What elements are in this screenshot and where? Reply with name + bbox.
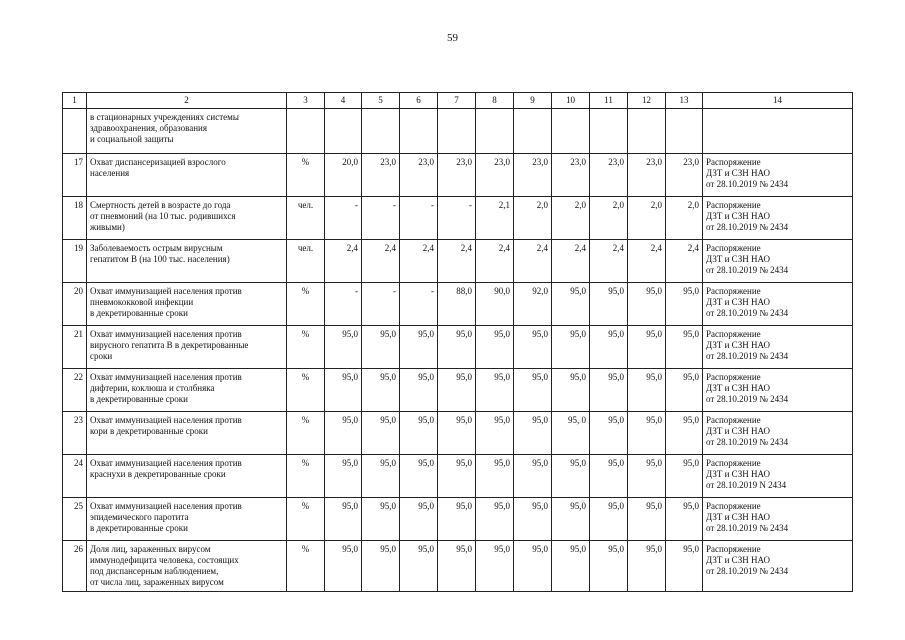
value-cell: - xyxy=(400,197,438,240)
unit-cell xyxy=(287,109,325,154)
value-cell: 95,0 xyxy=(476,498,514,541)
column-header: 4 xyxy=(325,93,362,109)
value-cell xyxy=(400,109,438,154)
value-cell: 95,0 xyxy=(362,498,400,541)
value-cell xyxy=(325,109,362,154)
table-row xyxy=(63,455,853,498)
indicator-name: Охват иммунизацией населения против дифтерии, коклюша и столбняка в декретированные сроки xyxy=(87,369,287,412)
table-body xyxy=(63,93,853,592)
value-cell xyxy=(590,109,628,154)
row-number-cell: 19 xyxy=(63,240,87,283)
indicator-name: в стационарных учреждениях системы здравоохранения, образования и социальной защиты xyxy=(87,109,287,154)
value-cell: 2,4 xyxy=(400,240,438,283)
row-number-cell: 21 xyxy=(63,326,87,369)
value-cell: 2,4 xyxy=(325,240,362,283)
unit-cell: % xyxy=(287,541,325,592)
value-cell: - xyxy=(400,283,438,326)
column-header: 1 xyxy=(63,93,87,109)
source-cell: Распоряжение ДЗТ и СЗН НАО от 28.10.2019 № 2434 xyxy=(703,283,853,326)
value-cell: 95,0 xyxy=(590,369,628,412)
value-cell: 95,0 xyxy=(362,412,400,455)
unit-cell: % xyxy=(287,283,325,326)
indicators-table xyxy=(62,92,853,592)
column-header: 14 xyxy=(703,93,853,109)
indicator-name: Охват диспансеризацией взрослого населения xyxy=(87,154,287,197)
value-cell: 95,0 xyxy=(514,412,552,455)
indicator-name: Охват иммунизацией населения против краснухи в декретированные сроки xyxy=(87,455,287,498)
value-cell: 95,0 xyxy=(362,369,400,412)
table-row xyxy=(63,541,853,592)
row-number-cell xyxy=(63,109,87,154)
value-cell: 2,4 xyxy=(590,240,628,283)
value-cell: 95,0 xyxy=(628,455,666,498)
value-cell: 95,0 xyxy=(552,326,590,369)
unit-cell: % xyxy=(287,154,325,197)
source-cell: Распоряжение ДЗТ и СЗН НАО от 28.10.2019 № 2434 xyxy=(703,154,853,197)
value-cell: 95,0 xyxy=(628,541,666,592)
value-cell: 95,0 xyxy=(666,455,703,498)
value-cell: 95,0 xyxy=(666,498,703,541)
column-header: 5 xyxy=(362,93,400,109)
row-number-cell: 26 xyxy=(63,541,87,592)
row-number-cell: 23 xyxy=(63,412,87,455)
row-number-cell: 18 xyxy=(63,197,87,240)
source-cell: Распоряжение ДЗТ и СЗН НАО от 28.10.2019 № 2434 xyxy=(703,412,853,455)
value-cell: 95,0 xyxy=(400,369,438,412)
unit-cell: % xyxy=(287,369,325,412)
value-cell: 23,0 xyxy=(514,154,552,197)
value-cell xyxy=(362,109,400,154)
value-cell: - xyxy=(438,197,476,240)
value-cell: 95,0 xyxy=(514,369,552,412)
value-cell: 95,0 xyxy=(325,369,362,412)
source-cell: Распоряжение ДЗТ и СЗН НАО от 28.10.2019 N 2434 xyxy=(703,455,853,498)
value-cell: 95,0 xyxy=(362,541,400,592)
indicator-name: Охват иммунизацией населения против эпидемического паротита в декретированные сроки xyxy=(87,498,287,541)
value-cell: 95,0 xyxy=(362,455,400,498)
value-cell: 95,0 xyxy=(438,412,476,455)
value-cell: 95,0 xyxy=(590,412,628,455)
value-cell: 95,0 xyxy=(552,455,590,498)
value-cell xyxy=(552,109,590,154)
value-cell: 95,0 xyxy=(438,541,476,592)
value-cell: 95,0 xyxy=(666,369,703,412)
source-cell: Распоряжение ДЗТ и СЗН НАО от 28.10.2019 № 2434 xyxy=(703,541,853,592)
value-cell: 95,0 xyxy=(476,326,514,369)
table-row xyxy=(63,498,853,541)
value-cell: 95,0 xyxy=(362,326,400,369)
value-cell: 95,0 xyxy=(590,326,628,369)
indicator-name: Заболеваемость острым вирусным гепатитом В (на 100 тыс. населения) xyxy=(87,240,287,283)
value-cell: 2,1 xyxy=(476,197,514,240)
table-row xyxy=(63,326,853,369)
table-row xyxy=(63,197,853,240)
column-header: 8 xyxy=(476,93,514,109)
value-cell: 23,0 xyxy=(666,154,703,197)
value-cell: 95,0 xyxy=(552,541,590,592)
column-header: 7 xyxy=(438,93,476,109)
column-header: 11 xyxy=(590,93,628,109)
value-cell: 95,0 xyxy=(514,326,552,369)
value-cell: 2,4 xyxy=(666,240,703,283)
column-header: 2 xyxy=(87,93,287,109)
source-cell: Распоряжение ДЗТ и СЗН НАО от 28.10.2019 № 2434 xyxy=(703,197,853,240)
value-cell: 95,0 xyxy=(438,326,476,369)
value-cell: 95,0 xyxy=(628,326,666,369)
row-number-cell: 24 xyxy=(63,455,87,498)
indicator-name: Доля лиц, зараженных вирусом иммунодефицита человека, состоящих под диспансерным наблюдением, от числа лиц, зараженных вирусом xyxy=(87,541,287,592)
value-cell: 95,0 xyxy=(628,412,666,455)
value-cell: 95,0 xyxy=(476,455,514,498)
value-cell: 95,0 xyxy=(476,412,514,455)
value-cell: 95,0 xyxy=(666,283,703,326)
value-cell: 90,0 xyxy=(476,283,514,326)
value-cell: 2,0 xyxy=(514,197,552,240)
value-cell: 2,4 xyxy=(476,240,514,283)
value-cell: 2,0 xyxy=(666,197,703,240)
value-cell: 95,0 xyxy=(514,455,552,498)
value-cell xyxy=(514,109,552,154)
value-cell: 95,0 xyxy=(552,498,590,541)
value-cell: 95,0 xyxy=(590,541,628,592)
value-cell: 95,0 xyxy=(628,498,666,541)
value-cell: 95,0 xyxy=(666,541,703,592)
row-number-cell: 17 xyxy=(63,154,87,197)
value-cell: 23,0 xyxy=(590,154,628,197)
value-cell: 95,0 xyxy=(400,541,438,592)
value-cell: 95,0 xyxy=(438,455,476,498)
value-cell: 95,0 xyxy=(438,369,476,412)
value-cell xyxy=(476,109,514,154)
column-header: 12 xyxy=(628,93,666,109)
table-row xyxy=(63,283,853,326)
value-cell: - xyxy=(362,283,400,326)
value-cell: 23,0 xyxy=(400,154,438,197)
value-cell: 2,0 xyxy=(628,197,666,240)
value-cell: 2,4 xyxy=(628,240,666,283)
continuation-row xyxy=(63,109,853,154)
value-cell: 95,0 xyxy=(514,498,552,541)
source-cell: Распоряжение ДЗТ и СЗН НАО от 28.10.2019 № 2434 xyxy=(703,326,853,369)
indicator-name: Охват иммунизацией населения против пневмококковой инфекции в декретированные сроки xyxy=(87,283,287,326)
column-number-row xyxy=(63,93,853,109)
value-cell: 95,0 xyxy=(628,369,666,412)
unit-cell: % xyxy=(287,326,325,369)
source-cell: Распоряжение ДЗТ и СЗН НАО от 28.10.2019 № 2434 xyxy=(703,369,853,412)
unit-cell: % xyxy=(287,498,325,541)
value-cell: 92,0 xyxy=(514,283,552,326)
value-cell: 23,0 xyxy=(438,154,476,197)
unit-cell: чел. xyxy=(287,197,325,240)
column-header: 3 xyxy=(287,93,325,109)
value-cell: 95,0 xyxy=(666,412,703,455)
value-cell: 88,0 xyxy=(438,283,476,326)
value-cell: - xyxy=(325,283,362,326)
value-cell: 95,0 xyxy=(438,498,476,541)
value-cell: 95,0 xyxy=(476,369,514,412)
value-cell: - xyxy=(362,197,400,240)
column-header: 9 xyxy=(514,93,552,109)
value-cell xyxy=(438,109,476,154)
value-cell: 23,0 xyxy=(628,154,666,197)
value-cell: 95,0 xyxy=(476,541,514,592)
value-cell: 95,0 xyxy=(325,541,362,592)
value-cell: 23,0 xyxy=(362,154,400,197)
value-cell: 95,0 xyxy=(400,455,438,498)
value-cell: 2,4 xyxy=(514,240,552,283)
value-cell: 95,0 xyxy=(590,455,628,498)
value-cell: 95,0 xyxy=(400,412,438,455)
table-row xyxy=(63,369,853,412)
unit-cell: чел. xyxy=(287,240,325,283)
value-cell: 23,0 xyxy=(552,154,590,197)
value-cell: 95,0 xyxy=(400,326,438,369)
indicator-name: Охват иммунизацией населения против кори в декретированные сроки xyxy=(87,412,287,455)
row-number-cell: 25 xyxy=(63,498,87,541)
value-cell: 2,4 xyxy=(362,240,400,283)
unit-cell: % xyxy=(287,455,325,498)
value-cell: 95,0 xyxy=(590,283,628,326)
unit-cell: % xyxy=(287,412,325,455)
source-cell: Распоряжение ДЗТ и СЗН НАО от 28.10.2019 № 2434 xyxy=(703,498,853,541)
value-cell: 2,0 xyxy=(590,197,628,240)
column-header: 10 xyxy=(552,93,590,109)
value-cell: 2,0 xyxy=(552,197,590,240)
value-cell xyxy=(666,109,703,154)
value-cell: 95,0 xyxy=(514,541,552,592)
value-cell: 95,0 xyxy=(552,369,590,412)
page-number: 59 xyxy=(447,32,458,44)
value-cell: 20,0 xyxy=(325,154,362,197)
value-cell: 95,0 xyxy=(590,498,628,541)
indicator-name: Охват иммунизацией населения против вирусного гепатита В в декретированные сроки xyxy=(87,326,287,369)
value-cell xyxy=(628,109,666,154)
table-row xyxy=(63,154,853,197)
indicator-name: Смертность детей в возрасте до года от пневмоний (на 10 тыс. родившихся живыми) xyxy=(87,197,287,240)
value-cell: 95,0 xyxy=(628,283,666,326)
value-cell: 95,0 xyxy=(325,326,362,369)
value-cell: 23,0 xyxy=(476,154,514,197)
value-cell: 95,0 xyxy=(400,498,438,541)
value-cell: 95,0 xyxy=(552,283,590,326)
value-cell: 95,0 xyxy=(666,326,703,369)
value-cell: - xyxy=(325,197,362,240)
column-header: 13 xyxy=(666,93,703,109)
value-cell: 95,0 xyxy=(325,455,362,498)
row-number-cell: 20 xyxy=(63,283,87,326)
value-cell: 95,0 xyxy=(325,498,362,541)
source-cell: Распоряжение ДЗТ и СЗН НАО от 28.10.2019 № 2434 xyxy=(703,240,853,283)
value-cell: 2,4 xyxy=(552,240,590,283)
table-row xyxy=(63,240,853,283)
value-cell: 95,0 xyxy=(325,412,362,455)
value-cell: 95, 0 xyxy=(552,412,590,455)
source-cell xyxy=(703,109,853,154)
column-header: 6 xyxy=(400,93,438,109)
table-row xyxy=(63,412,853,455)
row-number-cell: 22 xyxy=(63,369,87,412)
value-cell: 2,4 xyxy=(438,240,476,283)
